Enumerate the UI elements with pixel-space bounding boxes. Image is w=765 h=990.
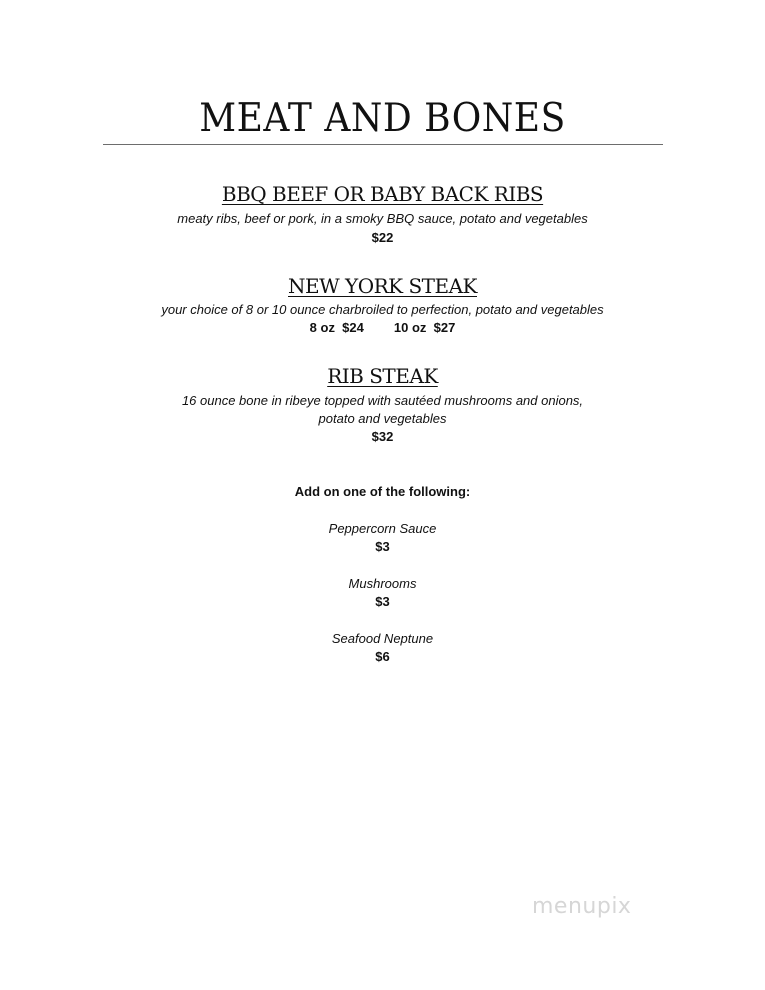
dish-description-bbq-ribs: meaty ribs, beef or pork, in a smoky BBQ sauce, potato and vegetables <box>177 211 588 226</box>
dish-name-rib-steak: RIB STEAK <box>327 364 438 388</box>
addon-name-peppercorn-sauce: Peppercorn Sauce <box>328 521 437 536</box>
dish-price-rib-steak: $32 <box>371 429 394 444</box>
addon-name-mushrooms: Mushrooms <box>348 576 417 591</box>
dish-price-bbq-ribs: $22 <box>371 230 394 245</box>
addon-price-seafood-neptune: $6 <box>375 649 390 664</box>
page-title: MEAT AND BONES <box>199 96 566 141</box>
dish-description-rib-steak-line2: potato and vegetables <box>318 411 447 426</box>
menupix-watermark: menupix <box>532 894 632 919</box>
addon-name-seafood-neptune: Seafood Neptune <box>331 631 434 646</box>
dish-price-options-new-york-steak <box>0 320 765 335</box>
addon-price-mushrooms: $3 <box>375 594 390 609</box>
dish-name-bbq-ribs: BBQ BEEF OR BABY BACK RIBS <box>221 182 544 206</box>
dish-description-rib-steak-line1: 16 ounce bone in ribeye topped with sautéed mushrooms and onions, <box>181 393 584 408</box>
addon-price-peppercorn-sauce: $3 <box>375 539 390 554</box>
dish-name-new-york-steak: NEW YORK STEAK <box>288 274 477 298</box>
title-divider <box>103 144 663 145</box>
price-option-8oz: 8 oz $24 <box>309 320 364 335</box>
dish-description-new-york-steak: your choice of 8 or 10 ounce charbroiled to perfection, potato and vegetables <box>161 302 604 317</box>
addon-heading: Add on one of the following: <box>294 484 471 499</box>
price-option-10oz: 10 oz $27 <box>393 320 456 335</box>
